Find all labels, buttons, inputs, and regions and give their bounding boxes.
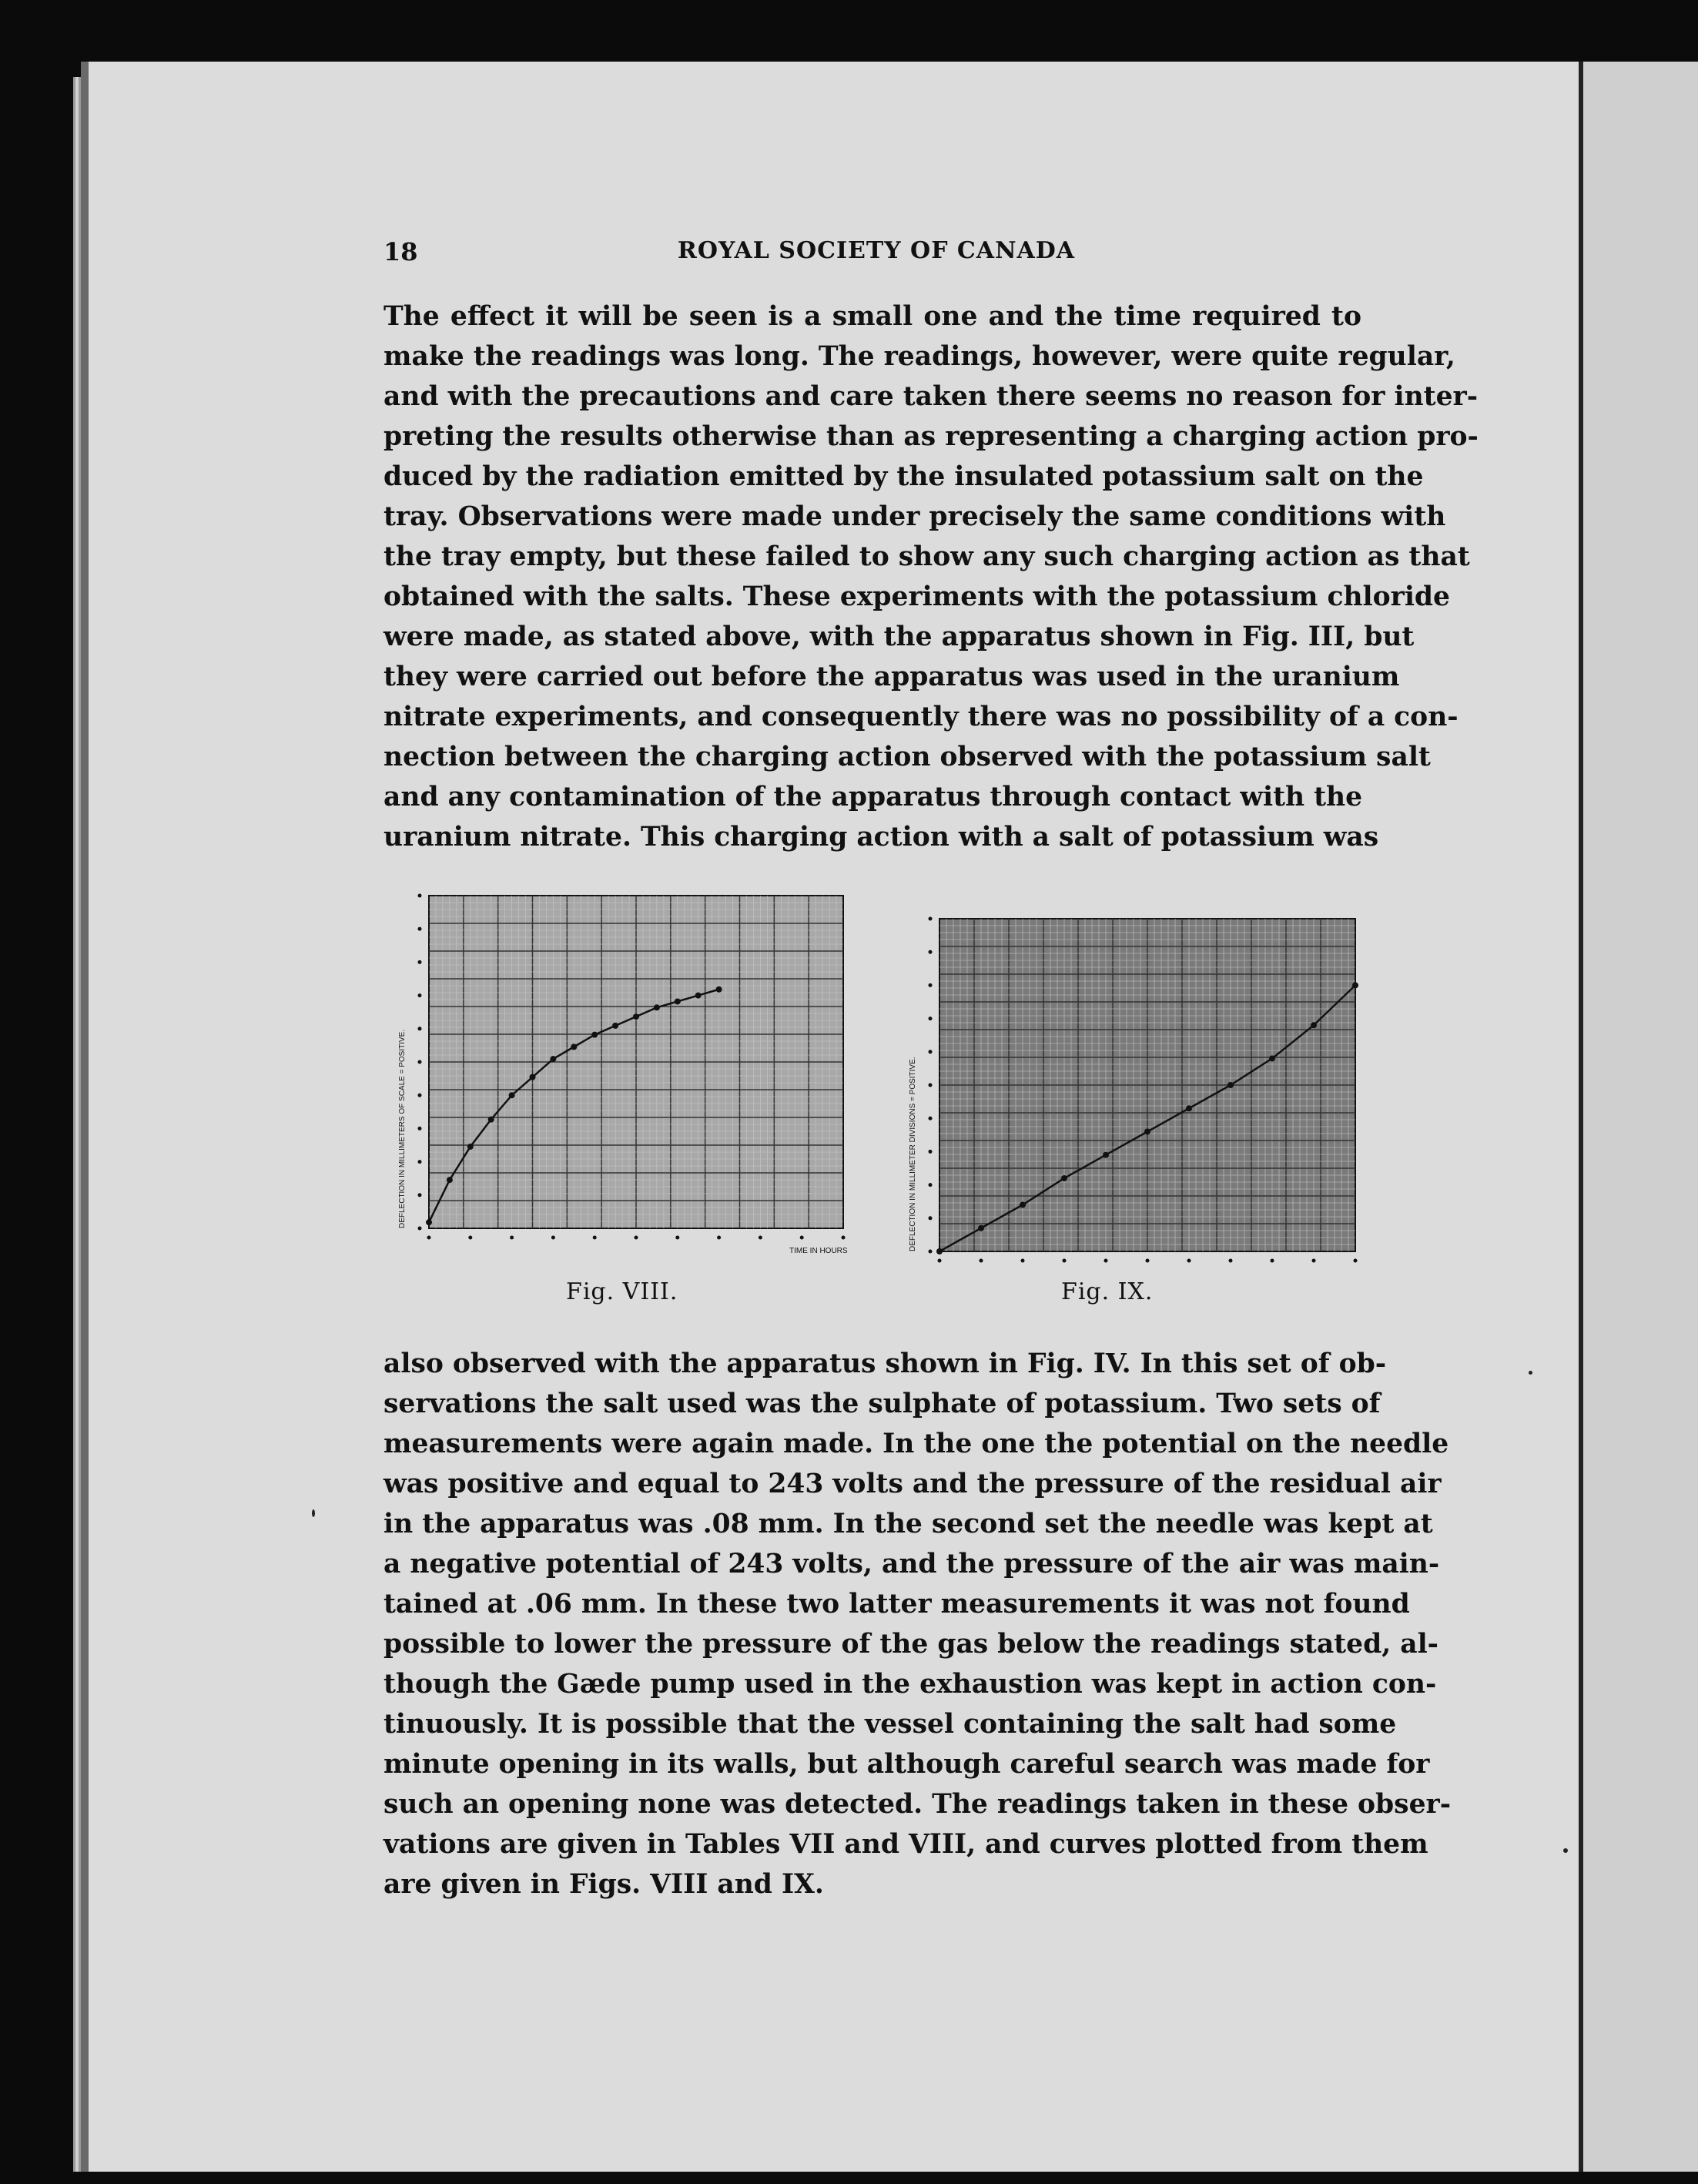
y-tick bbox=[418, 1027, 422, 1030]
x-tick bbox=[842, 1236, 846, 1240]
text-line: possible to lower the pressure of the gas below the readings stated, al- bbox=[383, 1629, 1438, 1660]
data-point bbox=[612, 1023, 618, 1029]
data-point bbox=[509, 1092, 515, 1098]
x-tick bbox=[759, 1236, 762, 1240]
paragraph-top bbox=[383, 296, 1479, 857]
scan-speck bbox=[1563, 1848, 1568, 1853]
data-point bbox=[978, 1225, 984, 1231]
y-tick bbox=[929, 1084, 933, 1087]
y-tick bbox=[929, 1216, 933, 1220]
text-line: a negative potential of 243 volts, and the pressure of the air was main- bbox=[383, 1549, 1440, 1579]
y-tick bbox=[929, 1150, 933, 1154]
text-line: preting the results otherwise than as representing a charging action pro- bbox=[383, 421, 1479, 452]
y-tick bbox=[929, 1050, 933, 1053]
x-tick bbox=[1187, 1259, 1191, 1263]
grid bbox=[939, 919, 1355, 1251]
data-point bbox=[936, 1248, 943, 1254]
running-title: ROYAL SOCIETY OF CANADA bbox=[677, 237, 1076, 264]
x-tick bbox=[800, 1236, 804, 1240]
y-tick bbox=[929, 1250, 933, 1254]
y-tick bbox=[418, 993, 422, 997]
text-line: are given in Figs. VIII and IX. bbox=[383, 1869, 824, 1900]
y-tick bbox=[929, 1017, 933, 1020]
data-point bbox=[1311, 1022, 1317, 1028]
x-tick bbox=[593, 1236, 597, 1240]
scan-speck bbox=[312, 1509, 315, 1517]
data-point bbox=[1227, 1082, 1234, 1088]
text-line: such an opening none was detected. The readings taken in these obser- bbox=[383, 1789, 1452, 1820]
data-point bbox=[530, 1074, 536, 1080]
data-point bbox=[716, 986, 722, 993]
text-line: was positive and equal to 243 volts and the pressure of the residual air bbox=[383, 1469, 1442, 1499]
y-tick bbox=[929, 1183, 933, 1187]
text-line: tained at .06 mm. In these two latter measurements it was not found bbox=[383, 1589, 1410, 1620]
text-line: though the Gæde pump used in the exhaustion was kept in action con- bbox=[383, 1669, 1437, 1700]
data-point bbox=[1020, 1202, 1026, 1208]
text-line: and with the precautions and care taken there seems no reason for inter- bbox=[383, 381, 1479, 412]
x-tick bbox=[717, 1236, 721, 1240]
x-tick bbox=[1312, 1259, 1316, 1263]
y-tick bbox=[418, 1094, 422, 1097]
data-point bbox=[675, 998, 681, 1004]
data-point bbox=[426, 1219, 432, 1225]
text-line: nitrate experiments, and consequently there was no possibility of a con- bbox=[383, 702, 1459, 732]
y-tick bbox=[929, 1117, 933, 1120]
x-tick bbox=[980, 1259, 983, 1263]
data-point bbox=[591, 1032, 598, 1038]
text-line: uranium nitrate. This charging action with a salt of potassium was bbox=[383, 822, 1379, 852]
data-point bbox=[1352, 982, 1358, 988]
x-axis-label: TIME IN HOURS bbox=[789, 1247, 848, 1255]
y-tick bbox=[418, 1193, 422, 1197]
scan-speck bbox=[1529, 1371, 1532, 1375]
x-tick bbox=[510, 1236, 514, 1240]
facing-page-edge bbox=[1579, 62, 1698, 2172]
data-point bbox=[1186, 1105, 1192, 1111]
page-number: 18 bbox=[383, 237, 418, 266]
data-point bbox=[695, 993, 702, 999]
x-tick bbox=[1104, 1259, 1108, 1263]
x-tick bbox=[468, 1236, 472, 1240]
text-line: were made, as stated above, with the apparatus shown in Fig. III, but bbox=[383, 621, 1415, 652]
text-line: The effect it will be seen is a small one and the time required to bbox=[383, 301, 1361, 332]
text-line: servations the salt used was the sulphate of potassium. Two sets of bbox=[383, 1388, 1381, 1419]
x-tick bbox=[551, 1236, 555, 1240]
paragraph-bottom bbox=[383, 1344, 1452, 1904]
text-line: also observed with the apparatus shown in Fig. IV. In this set of ob- bbox=[383, 1348, 1387, 1379]
x-tick bbox=[635, 1236, 638, 1240]
figure-viii-caption: Fig. VIII. bbox=[566, 1278, 678, 1305]
y-tick bbox=[418, 1060, 422, 1064]
data-point bbox=[467, 1144, 474, 1150]
y-tick bbox=[418, 960, 422, 964]
text-line: tray. Observations were made under precisely the same conditions with bbox=[383, 501, 1446, 532]
data-point bbox=[1103, 1152, 1109, 1158]
text-line: nection between the charging action observed with the potassium salt bbox=[383, 742, 1431, 772]
text-line: minute opening in its walls, but although careful search was made for bbox=[383, 1749, 1430, 1780]
grid bbox=[429, 896, 843, 1228]
text-line: measurements were again made. In the one the potential on the needle bbox=[383, 1429, 1449, 1459]
y-tick bbox=[929, 950, 933, 954]
data-point bbox=[488, 1117, 494, 1123]
text-line: the tray empty, but these failed to show any such charging action as that bbox=[383, 541, 1470, 572]
data-point bbox=[633, 1013, 639, 1020]
data-point bbox=[1061, 1175, 1067, 1181]
y-tick bbox=[418, 927, 422, 931]
data-point bbox=[447, 1177, 453, 1183]
x-tick bbox=[1063, 1259, 1067, 1263]
text-line: vations are given in Tables VII and VIII, and curves plotted from them bbox=[383, 1829, 1428, 1860]
data-point bbox=[550, 1056, 556, 1062]
text-line: duced by the radiation emitted by the insulated potassium salt on the bbox=[383, 461, 1424, 492]
figure-ix-caption: Fig. IX. bbox=[1061, 1278, 1154, 1305]
text-line: obtained with the salts. These experiments with the potassium chloride bbox=[383, 581, 1451, 612]
text-line: make the readings was long. The readings, however, were quite regular, bbox=[383, 341, 1455, 372]
x-tick bbox=[1271, 1259, 1274, 1263]
text-line: and any contamination of the apparatus through contact with the bbox=[383, 782, 1363, 812]
data-point bbox=[571, 1043, 577, 1050]
text-line: in the apparatus was .08 mm. In the second set the needle was kept at bbox=[383, 1509, 1433, 1539]
figure-viii-chart bbox=[389, 889, 851, 1259]
x-tick bbox=[938, 1259, 942, 1263]
y-tick bbox=[929, 917, 933, 921]
text-line: they were carried out before the apparatus was used in the uranium bbox=[383, 662, 1400, 692]
y-tick bbox=[418, 1160, 422, 1164]
y-tick bbox=[418, 1127, 422, 1131]
y-axis-label: DEFLECTION IN MILLIMETERS OF SCALE = POSITIVE. bbox=[398, 1029, 407, 1228]
y-tick bbox=[418, 894, 422, 898]
y-axis-label: DEFLECTION IN MILLIMETER DIVISIONS = POSITIVE. bbox=[909, 1057, 917, 1251]
data-point bbox=[1269, 1055, 1275, 1061]
x-tick bbox=[1021, 1259, 1025, 1263]
x-tick bbox=[1146, 1259, 1150, 1263]
y-tick bbox=[418, 1227, 422, 1231]
text-line: tinuously. It is possible that the vessel containing the salt had some bbox=[383, 1709, 1397, 1740]
y-tick bbox=[929, 983, 933, 987]
page-header bbox=[383, 237, 1369, 268]
figure-ix-chart bbox=[905, 913, 1367, 1267]
data-point bbox=[1144, 1128, 1150, 1134]
x-tick bbox=[675, 1236, 679, 1240]
x-tick bbox=[427, 1236, 431, 1240]
data-point bbox=[654, 1004, 660, 1010]
x-tick bbox=[1229, 1259, 1233, 1263]
x-tick bbox=[1354, 1259, 1358, 1263]
